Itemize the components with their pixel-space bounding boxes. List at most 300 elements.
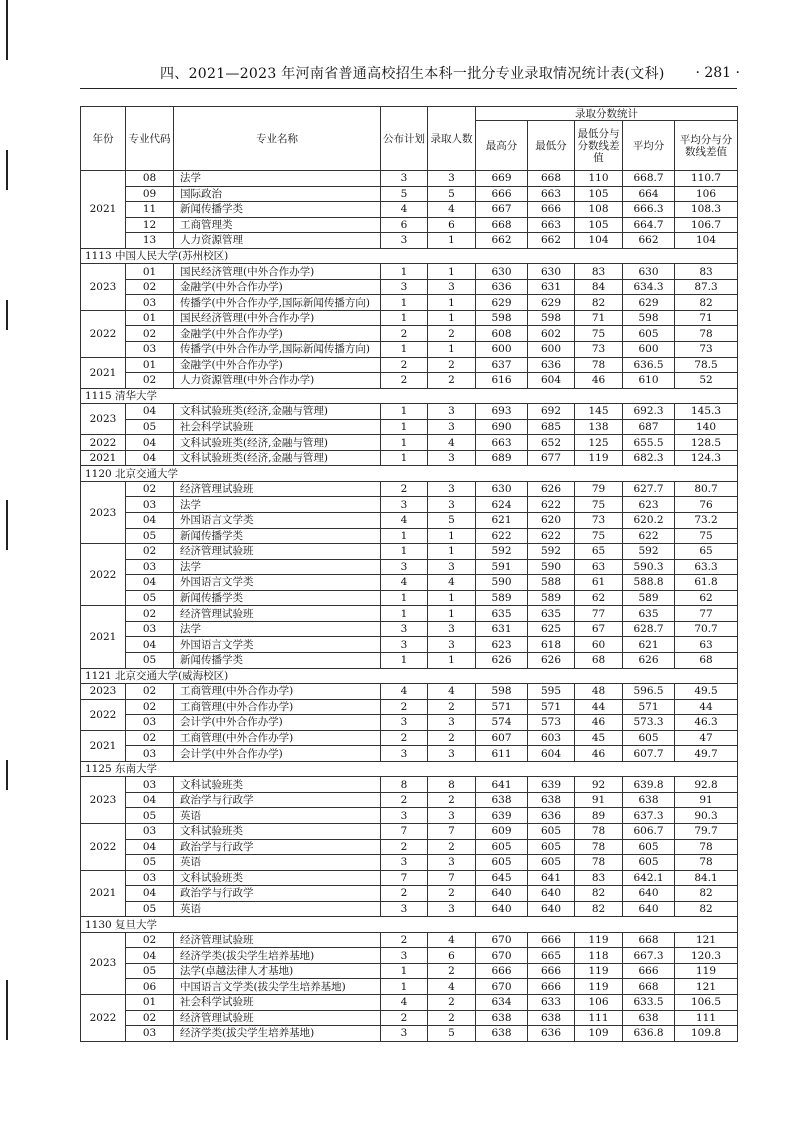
name-cell: 中国语言文学类(拔尖学生培养基地) <box>174 979 381 995</box>
avg-cell: 636.8 <box>623 1026 675 1042</box>
plan-cell: 2 <box>381 481 428 497</box>
avg-cell: 682.3 <box>623 450 675 466</box>
avg-diff-cell: 106.7 <box>675 217 738 233</box>
min-diff-cell: 75 <box>575 497 623 513</box>
avg-cell: 628.7 <box>623 621 675 637</box>
max-cell: 571 <box>476 699 528 715</box>
min-cell: 641 <box>528 870 575 886</box>
plan-cell: 3 <box>381 855 428 871</box>
plan-cell: 1 <box>381 435 428 451</box>
plan-cell: 2 <box>381 373 428 389</box>
min-diff-cell: 119 <box>575 932 623 948</box>
avg-diff-cell: 119 <box>675 963 738 979</box>
min-cell: 588 <box>528 575 575 591</box>
avg-diff-cell: 79.7 <box>675 823 738 839</box>
min-diff-cell: 75 <box>575 528 623 544</box>
avg-cell: 667.3 <box>623 948 675 964</box>
min-diff-cell: 106 <box>575 994 623 1010</box>
max-cell: 670 <box>476 979 528 995</box>
admitted-cell: 7 <box>428 870 476 886</box>
plan-cell: 7 <box>381 823 428 839</box>
name-cell: 法学 <box>174 559 381 575</box>
avg-diff-cell: 128.5 <box>675 435 738 451</box>
name-cell: 社会科学试验班 <box>174 994 381 1010</box>
avg-diff-cell: 73 <box>675 342 738 358</box>
min-diff-cell: 71 <box>575 310 623 326</box>
admitted-cell: 1 <box>428 544 476 560</box>
max-cell: 666 <box>476 963 528 979</box>
avg-cell: 629 <box>623 295 675 311</box>
code-cell: 02 <box>126 1010 174 1026</box>
min-diff-cell: 83 <box>575 870 623 886</box>
min-diff-cell: 62 <box>575 590 623 606</box>
code-cell: 03 <box>126 342 174 358</box>
code-cell: 08 <box>126 171 174 187</box>
max-cell: 624 <box>476 497 528 513</box>
min-cell: 592 <box>528 544 575 560</box>
min-cell: 605 <box>528 839 575 855</box>
avg-diff-cell: 78.5 <box>675 357 738 373</box>
admitted-cell: 5 <box>428 513 476 529</box>
max-cell: 668 <box>476 217 528 233</box>
min-cell: 604 <box>528 373 575 389</box>
col-admitted: 录取人数 <box>428 107 476 171</box>
name-cell: 外国语言文学类 <box>174 637 381 653</box>
plan-cell: 3 <box>381 233 428 249</box>
min-cell: 595 <box>528 684 575 700</box>
admitted-cell: 1 <box>428 528 476 544</box>
max-cell: 638 <box>476 1026 528 1042</box>
min-cell: 666 <box>528 979 575 995</box>
avg-diff-cell: 62 <box>675 590 738 606</box>
min-diff-cell: 109 <box>575 1026 623 1042</box>
avg-cell: 600 <box>623 342 675 358</box>
avg-cell: 668 <box>623 932 675 948</box>
min-cell: 629 <box>528 295 575 311</box>
plan-cell: 3 <box>381 637 428 653</box>
avg-diff-cell: 121 <box>675 932 738 948</box>
max-cell: 592 <box>476 544 528 560</box>
year-cell: 2021 <box>81 357 126 388</box>
plan-cell: 3 <box>381 559 428 575</box>
admitted-cell: 6 <box>428 217 476 233</box>
code-cell: 05 <box>126 901 174 917</box>
min-diff-cell: 105 <box>575 217 623 233</box>
year-cell: 2022 <box>81 823 126 870</box>
max-cell: 607 <box>476 730 528 746</box>
max-cell: 667 <box>476 202 528 218</box>
col-name: 专业名称 <box>174 107 381 171</box>
avg-diff-cell: 78 <box>675 855 738 871</box>
max-cell: 608 <box>476 326 528 342</box>
max-cell: 626 <box>476 652 528 668</box>
admitted-cell: 2 <box>428 699 476 715</box>
name-cell: 英语 <box>174 901 381 917</box>
max-cell: 598 <box>476 310 528 326</box>
plan-cell: 2 <box>381 357 428 373</box>
code-cell: 03 <box>126 746 174 762</box>
name-cell: 文科试验班类 <box>174 777 381 793</box>
name-cell: 英语 <box>174 855 381 871</box>
university-row <box>81 248 738 264</box>
table-row <box>81 792 738 808</box>
plan-cell: 2 <box>381 326 428 342</box>
min-diff-cell: 48 <box>575 684 623 700</box>
avg-diff-cell: 75 <box>675 528 738 544</box>
year-cell: 2023 <box>81 264 126 311</box>
table-row <box>81 590 738 606</box>
plan-cell: 3 <box>381 901 428 917</box>
plan-cell: 8 <box>381 777 428 793</box>
table-row <box>81 823 738 839</box>
code-cell: 03 <box>126 777 174 793</box>
admitted-cell: 2 <box>428 839 476 855</box>
name-cell: 国际政治 <box>174 186 381 202</box>
table-row <box>81 637 738 653</box>
code-cell: 04 <box>126 839 174 855</box>
code-cell: 04 <box>126 575 174 591</box>
max-cell: 645 <box>476 870 528 886</box>
min-cell: 626 <box>528 481 575 497</box>
max-cell: 605 <box>476 839 528 855</box>
min-diff-cell: 82 <box>575 901 623 917</box>
code-cell: 04 <box>126 435 174 451</box>
avg-diff-cell: 106.5 <box>675 994 738 1010</box>
name-cell: 工商管理(中外合作办学) <box>174 699 381 715</box>
code-cell: 02 <box>126 606 174 622</box>
name-cell: 会计学(中外合作办学) <box>174 746 381 762</box>
avg-diff-cell: 111 <box>675 1010 738 1026</box>
table-row <box>81 481 738 497</box>
table-row <box>81 575 738 591</box>
university-label: 1125 东南大学 <box>81 761 738 777</box>
min-diff-cell: 145 <box>575 404 623 420</box>
plan-cell: 3 <box>381 621 428 637</box>
min-cell: 636 <box>528 1026 575 1042</box>
min-diff-cell: 60 <box>575 637 623 653</box>
min-cell: 666 <box>528 932 575 948</box>
code-cell: 03 <box>126 559 174 575</box>
min-cell: 677 <box>528 450 575 466</box>
min-cell: 622 <box>528 528 575 544</box>
plan-cell: 2 <box>381 886 428 902</box>
col-plan: 公布计划 <box>381 107 428 171</box>
avg-diff-cell: 91 <box>675 792 738 808</box>
max-cell: 639 <box>476 808 528 824</box>
min-diff-cell: 46 <box>575 746 623 762</box>
code-cell: 04 <box>126 948 174 964</box>
avg-cell: 635 <box>623 606 675 622</box>
max-cell: 621 <box>476 513 528 529</box>
admitted-cell: 3 <box>428 450 476 466</box>
name-cell: 新闻传播学类 <box>174 590 381 606</box>
avg-diff-cell: 47 <box>675 730 738 746</box>
max-cell: 634 <box>476 994 528 1010</box>
avg-diff-cell: 110.7 <box>675 171 738 187</box>
table-row <box>81 217 738 233</box>
max-cell: 637 <box>476 357 528 373</box>
min-cell: 626 <box>528 652 575 668</box>
table-row <box>81 932 738 948</box>
avg-diff-cell: 68 <box>675 652 738 668</box>
max-cell: 635 <box>476 606 528 622</box>
code-cell: 04 <box>126 404 174 420</box>
avg-cell: 605 <box>623 855 675 871</box>
plan-cell: 1 <box>381 606 428 622</box>
code-cell: 02 <box>126 279 174 295</box>
max-cell: 616 <box>476 373 528 389</box>
table-row <box>81 373 738 389</box>
year-cell: 2021 <box>81 450 126 466</box>
year-cell: 2022 <box>81 435 126 451</box>
min-diff-cell: 73 <box>575 342 623 358</box>
plan-cell: 1 <box>381 450 428 466</box>
max-cell: 640 <box>476 901 528 917</box>
name-cell: 新闻传播学类 <box>174 202 381 218</box>
name-cell: 新闻传播学类 <box>174 528 381 544</box>
name-cell: 外国语言文学类 <box>174 575 381 591</box>
year-cell: 2022 <box>81 699 126 730</box>
name-cell: 法学 <box>174 171 381 187</box>
university-label: 1113 中国人民大学(苏州校区) <box>81 248 738 264</box>
avg-diff-cell: 82 <box>675 901 738 917</box>
plan-cell: 2 <box>381 792 428 808</box>
max-cell: 663 <box>476 435 528 451</box>
code-cell: 02 <box>126 544 174 560</box>
admitted-cell: 4 <box>428 575 476 591</box>
table-row <box>81 233 738 249</box>
min-cell: 640 <box>528 886 575 902</box>
plan-cell: 3 <box>381 715 428 731</box>
avg-cell: 607.7 <box>623 746 675 762</box>
avg-diff-cell: 77 <box>675 606 738 622</box>
name-cell: 外国语言文学类 <box>174 513 381 529</box>
max-cell: 636 <box>476 279 528 295</box>
code-cell: 02 <box>126 932 174 948</box>
avg-cell: 588.8 <box>623 575 675 591</box>
min-cell: 635 <box>528 606 575 622</box>
admitted-cell: 3 <box>428 621 476 637</box>
avg-cell: 662 <box>623 233 675 249</box>
col-min: 最低分 <box>528 121 575 171</box>
name-cell: 文科试验班类 <box>174 870 381 886</box>
table-row <box>81 855 738 871</box>
admission-table <box>80 106 738 1042</box>
avg-diff-cell: 63 <box>675 637 738 653</box>
plan-cell: 1 <box>381 295 428 311</box>
max-cell: 670 <box>476 932 528 948</box>
min-diff-cell: 111 <box>575 1010 623 1026</box>
max-cell: 589 <box>476 590 528 606</box>
col-min-diff: 最低分与分数线差值 <box>575 121 623 171</box>
avg-cell: 668 <box>623 979 675 995</box>
min-cell: 604 <box>528 746 575 762</box>
avg-cell: 589 <box>623 590 675 606</box>
admitted-cell: 2 <box>428 730 476 746</box>
table-row <box>81 279 738 295</box>
avg-diff-cell: 73.2 <box>675 513 738 529</box>
name-cell: 经济管理试验班 <box>174 1010 381 1026</box>
admitted-cell: 2 <box>428 886 476 902</box>
table-row <box>81 264 738 280</box>
min-cell: 640 <box>528 901 575 917</box>
table-row <box>81 901 738 917</box>
max-cell: 611 <box>476 746 528 762</box>
year-cell: 2021 <box>81 870 126 917</box>
plan-cell: 1 <box>381 419 428 435</box>
university-label: 1121 北京交通大学(威海校区) <box>81 668 738 684</box>
avg-diff-cell: 63.3 <box>675 559 738 575</box>
code-cell: 04 <box>126 886 174 902</box>
avg-diff-cell: 121 <box>675 979 738 995</box>
name-cell: 金融学(中外合作办学) <box>174 326 381 342</box>
min-cell: 638 <box>528 792 575 808</box>
page-title: 四、2021—2023 年河南省普通高校招生本科一批分专业录取情况统计表(文科) <box>160 66 665 82</box>
min-diff-cell: 91 <box>575 792 623 808</box>
code-cell: 04 <box>126 792 174 808</box>
max-cell: 600 <box>476 342 528 358</box>
min-cell: 665 <box>528 948 575 964</box>
code-cell: 05 <box>126 652 174 668</box>
name-cell: 经济管理试验班 <box>174 932 381 948</box>
min-cell: 636 <box>528 357 575 373</box>
min-diff-cell: 78 <box>575 823 623 839</box>
avg-cell: 627.7 <box>623 481 675 497</box>
min-diff-cell: 125 <box>575 435 623 451</box>
plan-cell: 4 <box>381 684 428 700</box>
university-label: 1120 北京交通大学 <box>81 466 738 482</box>
table-row <box>81 621 738 637</box>
min-diff-cell: 65 <box>575 544 623 560</box>
col-avg: 平均分 <box>623 121 675 171</box>
avg-diff-cell: 49.7 <box>675 746 738 762</box>
avg-diff-cell: 78 <box>675 326 738 342</box>
min-diff-cell: 61 <box>575 575 623 591</box>
avg-diff-cell: 78 <box>675 839 738 855</box>
plan-cell: 2 <box>381 730 428 746</box>
name-cell: 经济管理试验班 <box>174 481 381 497</box>
table-row <box>81 652 738 668</box>
admitted-cell: 4 <box>428 684 476 700</box>
max-cell: 622 <box>476 528 528 544</box>
avg-cell: 633.5 <box>623 994 675 1010</box>
admitted-cell: 1 <box>428 652 476 668</box>
year-cell: 2023 <box>81 684 126 700</box>
min-diff-cell: 77 <box>575 606 623 622</box>
admitted-cell: 1 <box>428 310 476 326</box>
min-diff-cell: 84 <box>575 279 623 295</box>
max-cell: 590 <box>476 575 528 591</box>
name-cell: 文科试验班类(经济,金融与管理) <box>174 404 381 420</box>
admitted-cell: 2 <box>428 963 476 979</box>
min-cell: 692 <box>528 404 575 420</box>
plan-cell: 3 <box>381 1026 428 1042</box>
avg-diff-cell: 76 <box>675 497 738 513</box>
avg-cell: 623 <box>623 497 675 513</box>
min-diff-cell: 104 <box>575 233 623 249</box>
plan-cell: 1 <box>381 264 428 280</box>
min-cell: 631 <box>528 279 575 295</box>
avg-cell: 636.5 <box>623 357 675 373</box>
year-cell: 2022 <box>81 310 126 357</box>
plan-cell: 1 <box>381 342 428 358</box>
admitted-cell: 1 <box>428 342 476 358</box>
code-cell: 09 <box>126 186 174 202</box>
max-cell: 641 <box>476 777 528 793</box>
code-cell: 03 <box>126 1026 174 1042</box>
table-row <box>81 450 738 466</box>
university-row <box>81 761 738 777</box>
admitted-cell: 3 <box>428 855 476 871</box>
admitted-cell: 3 <box>428 481 476 497</box>
min-diff-cell: 119 <box>575 963 623 979</box>
plan-cell: 3 <box>381 497 428 513</box>
code-cell: 02 <box>126 699 174 715</box>
admitted-cell: 8 <box>428 777 476 793</box>
max-cell: 623 <box>476 637 528 653</box>
page-number: · 281 · <box>695 65 740 81</box>
name-cell: 经济管理试验班 <box>174 544 381 560</box>
max-cell: 689 <box>476 450 528 466</box>
min-diff-cell: 82 <box>575 295 623 311</box>
avg-cell: 626 <box>623 652 675 668</box>
max-cell: 630 <box>476 481 528 497</box>
min-cell: 573 <box>528 715 575 731</box>
avg-cell: 664 <box>623 186 675 202</box>
table-row <box>81 963 738 979</box>
name-cell: 工商管理(中外合作办学) <box>174 684 381 700</box>
plan-cell: 2 <box>381 839 428 855</box>
table-row <box>81 202 738 218</box>
min-diff-cell: 44 <box>575 699 623 715</box>
name-cell: 金融学(中外合作办学) <box>174 279 381 295</box>
code-cell: 01 <box>126 310 174 326</box>
code-cell: 05 <box>126 808 174 824</box>
min-cell: 652 <box>528 435 575 451</box>
table-body <box>81 171 738 1042</box>
min-cell: 590 <box>528 559 575 575</box>
max-cell: 662 <box>476 233 528 249</box>
avg-cell: 668.7 <box>623 171 675 187</box>
table-row <box>81 870 738 886</box>
admitted-cell: 3 <box>428 279 476 295</box>
min-diff-cell: 119 <box>575 979 623 995</box>
avg-cell: 640 <box>623 886 675 902</box>
table-row <box>81 994 738 1010</box>
avg-cell: 687 <box>623 419 675 435</box>
admitted-cell: 4 <box>428 932 476 948</box>
max-cell: 598 <box>476 684 528 700</box>
plan-cell: 7 <box>381 870 428 886</box>
header-rule <box>80 88 737 89</box>
max-cell: 631 <box>476 621 528 637</box>
plan-cell: 1 <box>381 404 428 420</box>
plan-cell: 2 <box>381 699 428 715</box>
avg-diff-cell: 90.3 <box>675 808 738 824</box>
table-row <box>81 979 738 995</box>
min-diff-cell: 63 <box>575 559 623 575</box>
plan-cell: 4 <box>381 994 428 1010</box>
table-row <box>81 730 738 746</box>
table-row <box>81 326 738 342</box>
avg-diff-cell: 82 <box>675 886 738 902</box>
name-cell: 政治学与行政学 <box>174 839 381 855</box>
avg-cell: 596.5 <box>623 684 675 700</box>
code-cell: 03 <box>126 870 174 886</box>
max-cell: 670 <box>476 948 528 964</box>
name-cell: 人力资源管理(中外合作办学) <box>174 373 381 389</box>
min-diff-cell: 46 <box>575 373 623 389</box>
